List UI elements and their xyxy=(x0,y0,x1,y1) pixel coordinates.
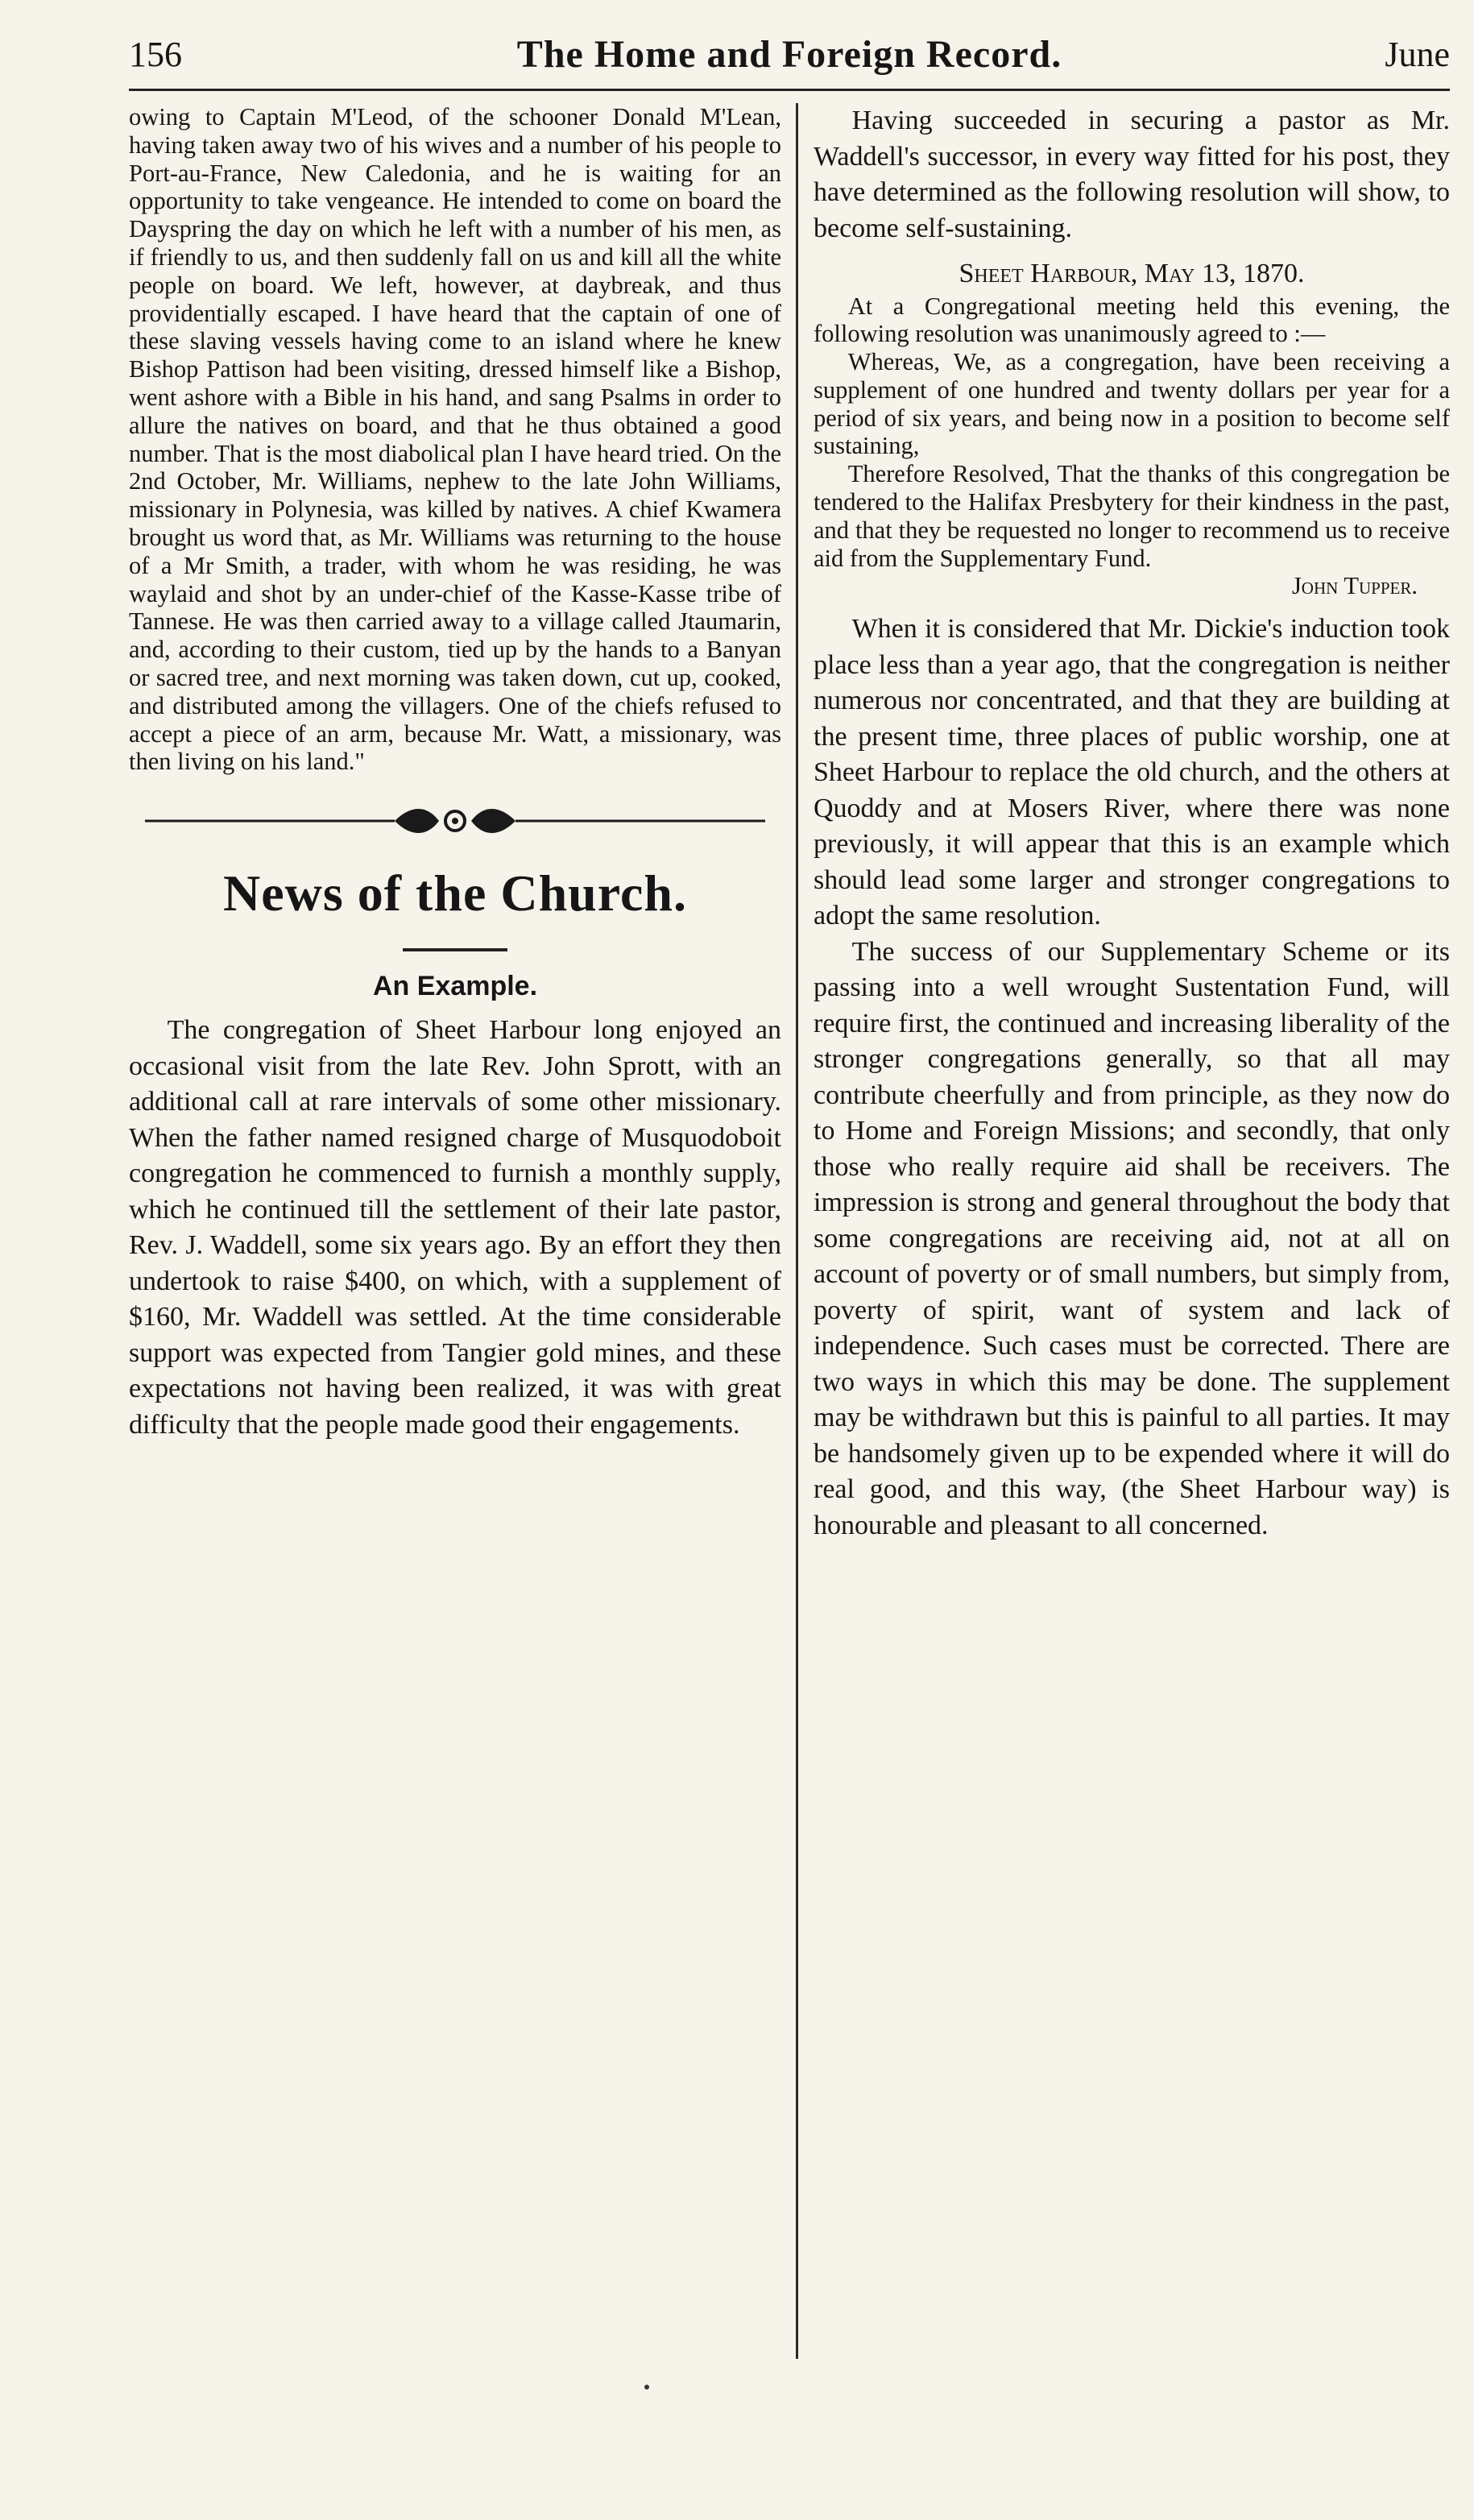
meeting-paragraph: At a Congregational meeting held this evening, the following resolution was unanimously agreed to :— xyxy=(814,292,1450,348)
issue-month: June xyxy=(1385,35,1450,74)
resolved-paragraph: Therefore Resolved, That the thanks of this congregation be tendered to the Halifax Presbytery for their kindness in the past, and that they be requested no longer to recommend us to receive aid from the Supplementary Fund. xyxy=(814,460,1450,572)
dateline: Sheet Harbour, May 13, 1870. xyxy=(959,259,1305,288)
when-paragraph: When it is considered that Mr. Dickie's induction took place less than a year ago, that the congregation is neither numerous nor concentrated, and that they are building at the present time, three places of public worship, one at Sheet Harbour to replace the old church, and the others at Quoddy and at Mosers River, where there was none previously, it will appear that this is an example which should lead some larger and stronger congregations to adopt the same resolution. xyxy=(814,614,1450,931)
article-heading: An Example. xyxy=(372,971,538,1002)
section-heading: News of the Church. xyxy=(222,864,688,922)
ornament-divider xyxy=(129,797,781,845)
masthead-title: The Home and Foreign Record. xyxy=(516,33,1062,76)
intro-paragraph: Having succeeded in securing a pastor as Mr. Waddell's successor, in every way fitted for his post, they have determined as the following resolution will show, to become self-sustaining. xyxy=(814,106,1450,243)
running-header xyxy=(129,31,1450,79)
print-speck xyxy=(644,2385,649,2389)
success-paragraph: The success of our Supplementary Scheme or its passing into a well wrought Sustentation Fund, will require first, the continued and increasing liberality of the stronger congregations generally, so that all may contribute cheerfully and from principle, as they now do to Home and Foreign Missions; and secondly, that only those who really require aid shall be receivers. The impression is strong and general throughout the body that some congregations are receiving aid, not at all on account of poverty or of small numbers, but simply from, poverty of spirit, want of system and lack of independence. Such cases must be corrected. There are two ways in which this may be done. The supplement may be withdrawn but this is painful to all parties. It may be handsomely given up to be expended where it will do real good, and this way, (the Sheet Harbour way) is honourable and pleasant to all concerned. xyxy=(814,936,1450,1540)
heading-rule xyxy=(403,948,507,951)
left-column xyxy=(129,103,781,1443)
right-column xyxy=(814,103,1450,1544)
header-rule xyxy=(129,89,1450,91)
signature: John Tupper. xyxy=(1291,572,1418,600)
column-divider xyxy=(796,103,798,2359)
whereas-paragraph: Whereas, We, as a congregation, have been receiving a supplement of one hundred and twenty dollars per year for a period of six years, and being now in a position to become self sustaining, xyxy=(814,348,1450,460)
page-number: 156 xyxy=(129,35,182,74)
ornament-icon xyxy=(129,797,781,845)
letter-conclusion: owing to Captain M'Leod, of the schooner Donald M'Lean, having taken away two of his wives and a number of his people to Port-au-France, New Caledonia, and he is waiting for an opportunity to take vengeance. He intended to come on board the Dayspring the day on which he left with a number of his men, as if friendly to us, and then suddenly fall on us and kill all the white people on board. We left, however, at daybreak, and thus providentially escaped. I have heard that the captain of one of these slaving vessels having come to an island where he knew Bishop Pattison had been visiting, dressed himself like a Bishop, went ashore with a Bible in his hand, and sang Psalms in order to allure the natives on board, and that he thus obtained a good number. That is the most diabolical plan I have heard tried. On the 2nd October, Mr. Williams, nephew to the late John Williams, missionary in Polynesia, was killed by natives. A chief Kwamera brought us word that, as Mr. Williams was returning to the house of a Mr Smith, a trader, with whom he was residing, he was waylaid and shot by an under-chief of the Kasse-Kasse tribe of Tannese. He was then carried away to a village called Jtaumarin, and, according to their custom, tied up by the hands to a Banyan or sacred tree, and next morning was taken down, cut up, cooked, and distributed among the villagers. One of the chiefs refused to accept a piece of an arm, because Mr. Watt, a missionary, was then living on his land." xyxy=(129,103,781,776)
article-paragraph: The congregation of Sheet Harbour long enjoyed an occasional visit from the late Rev. John Sprott, with an additional call at rare intervals of some other missionary. When the father named resigned charge of Musquodoboit congregation he commenced to furnish a monthly supply, which he continued till the settlement of their late pastor, Rev. J. Waddell, some six years ago. By an effort they then undertook to raise $400, on which, with a supplement of $160, Mr. Waddell was settled. At the time considerable support was expected from Tangier gold mines, and these expectations not having been realized, it was with great difficulty that the people made good their engagements. xyxy=(129,1015,781,1440)
